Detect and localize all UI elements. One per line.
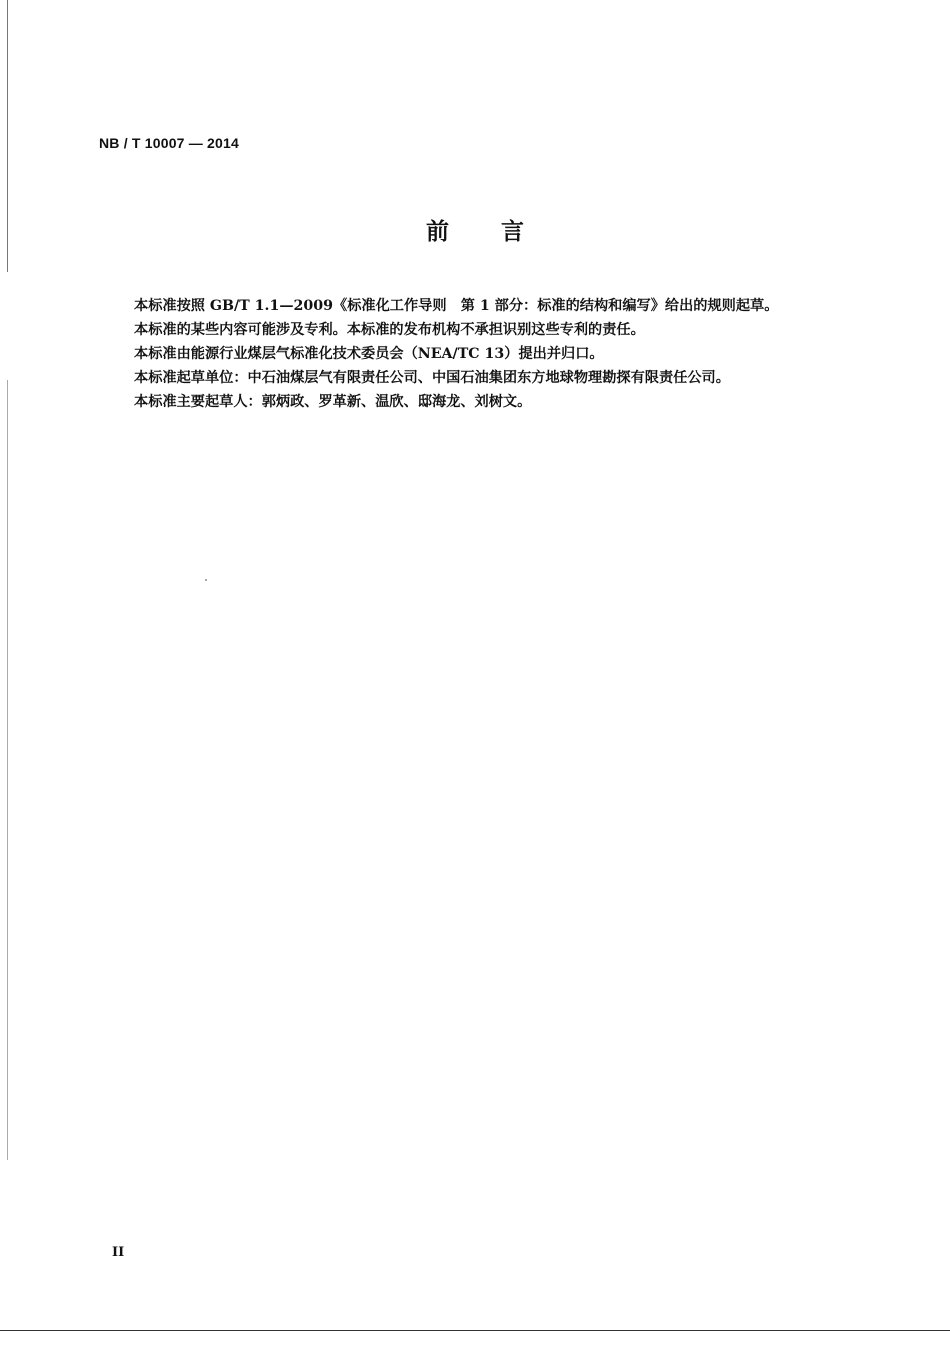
page-title: 前言 bbox=[426, 219, 576, 245]
scan-speck bbox=[205, 579, 207, 581]
page-number: II bbox=[112, 1245, 125, 1260]
page-bottom-rule bbox=[0, 1330, 950, 1331]
paragraph: 本标准起草单位：中石油煤层气有限责任公司、中国石油集团东方地球物理勘探有限责任公司。 bbox=[134, 370, 730, 386]
paragraph: 本标准由能源行业煤层气标准化技术委员会（NEA/TC 13）提出并归口。 bbox=[134, 346, 604, 362]
standard-code: NB / T 10007 — 2014 bbox=[99, 135, 239, 151]
paragraph: 本标准的某些内容可能涉及专利。本标准的发布机构不承担识别这些专利的责任。 bbox=[134, 322, 645, 338]
paragraph: 本标准主要起草人：郭炳政、罗革新、温欣、邸海龙、刘树文。 bbox=[134, 394, 532, 410]
scan-edge-line bbox=[7, 380, 8, 1160]
foreword-body bbox=[134, 294, 874, 414]
paragraph: 本标准按照 GB/T 1.1—2009《标准化工作导则 第 1 部分：标准的结构和编写》给出的规则起草。 bbox=[134, 298, 779, 314]
